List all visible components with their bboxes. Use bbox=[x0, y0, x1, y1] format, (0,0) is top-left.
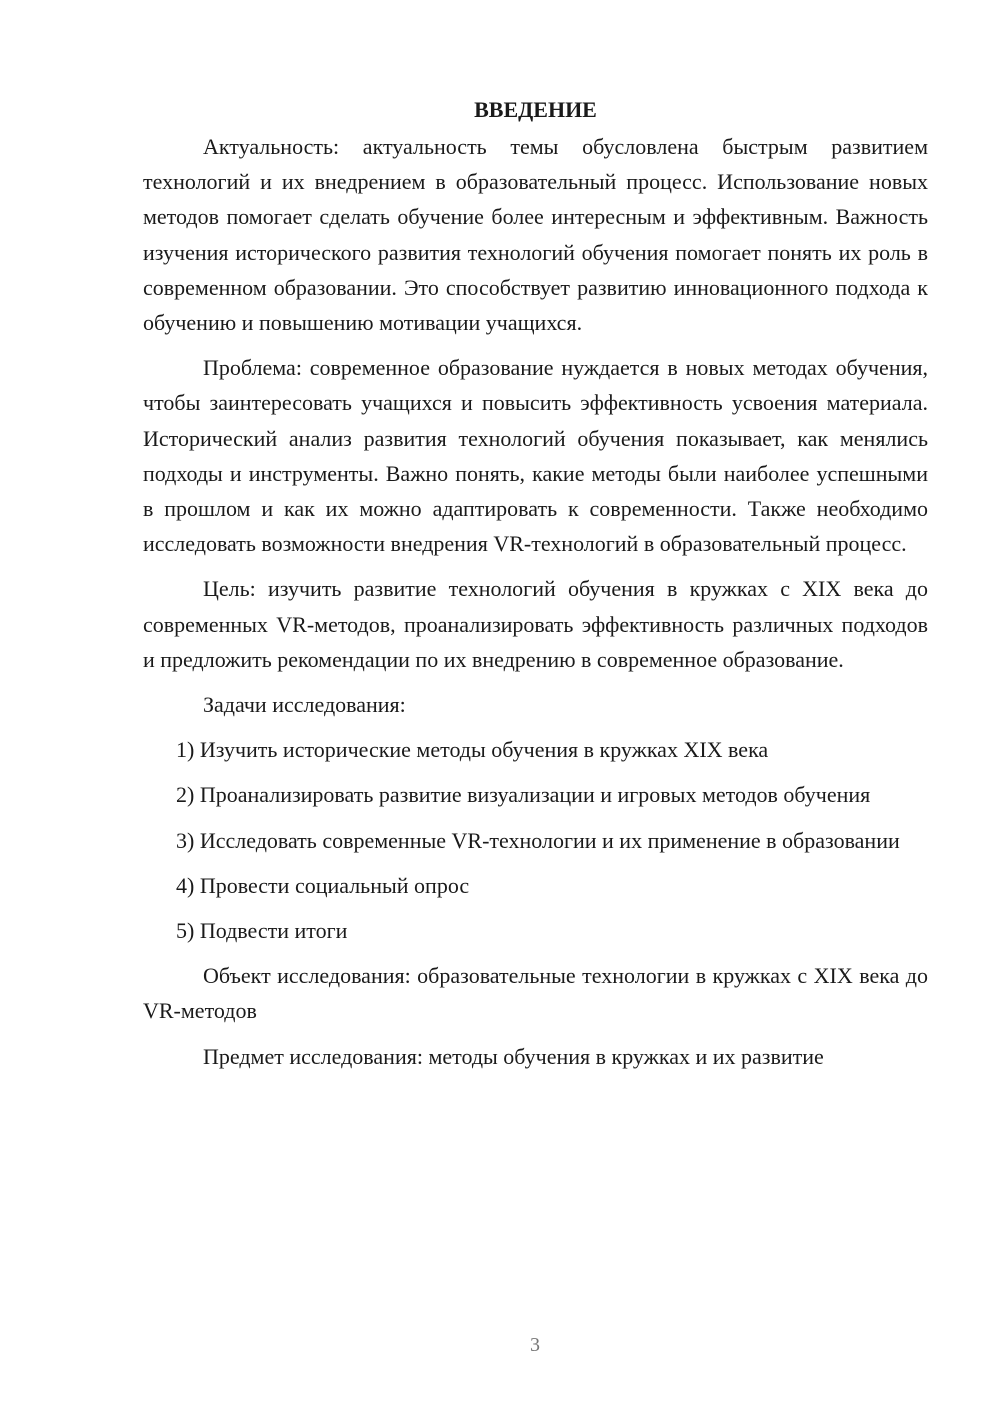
document-page bbox=[143, 92, 928, 1084]
goal-paragraph: Цель: изучить развитие технологий обучения в кружках с XIX века до современных VR-методов, проанализировать эффективность различных подходов и предложить рекомендации по их внедрению в современное образование. bbox=[143, 576, 928, 672]
task-item: 2) Проанализировать развитие визуализации и игровых методов обучения bbox=[176, 782, 871, 808]
problem-paragraph: Проблема: современное образование нуждается в новых методах обучения, чтобы заинтересовать учащихся и повысить эффективность усвоения материала. Исторический анализ развития технологий обучения показывает, как менялись подходы и инструменты. Важно понять, какие методы были наиболее успешными в прошлом и как их можно адаптировать к современности. Также необходимо исследовать возможности внедрения VR-технологий в образовательный процесс. bbox=[143, 355, 928, 557]
section-title: ВВЕДЕНИЕ bbox=[474, 97, 597, 122]
page-number: 3 bbox=[530, 1334, 540, 1356]
subject-paragraph: Предмет исследования: методы обучения в кружках и их развитие bbox=[203, 1043, 824, 1069]
task-item: 1) Изучить исторические методы обучения в кружках XIX века bbox=[176, 737, 769, 763]
tasks-heading: Задачи исследования: bbox=[203, 692, 406, 718]
relevance-paragraph: Актуальность: актуальность темы обусловлена быстрым развитием технологий и их внедрением в образовательный процесс. Использование новых методов помогает сделать обучение более интересным и эффективным. Важность изучения исторического развития технологий обучения помогает понять их роль в современном образовании. Это способствует развитию инновационного подхода к обучению и повышению мотивации учащихся. bbox=[143, 134, 928, 336]
task-item: 5) Подвести итоги bbox=[176, 918, 348, 944]
task-item: 4) Провести социальный опрос bbox=[176, 872, 470, 898]
task-item: 3) Исследовать современные VR-технологии и их применение в образовании bbox=[176, 827, 900, 853]
object-paragraph: Объект исследования: образовательные технологии в кружках с XIX века до VR-методов bbox=[143, 963, 928, 1024]
